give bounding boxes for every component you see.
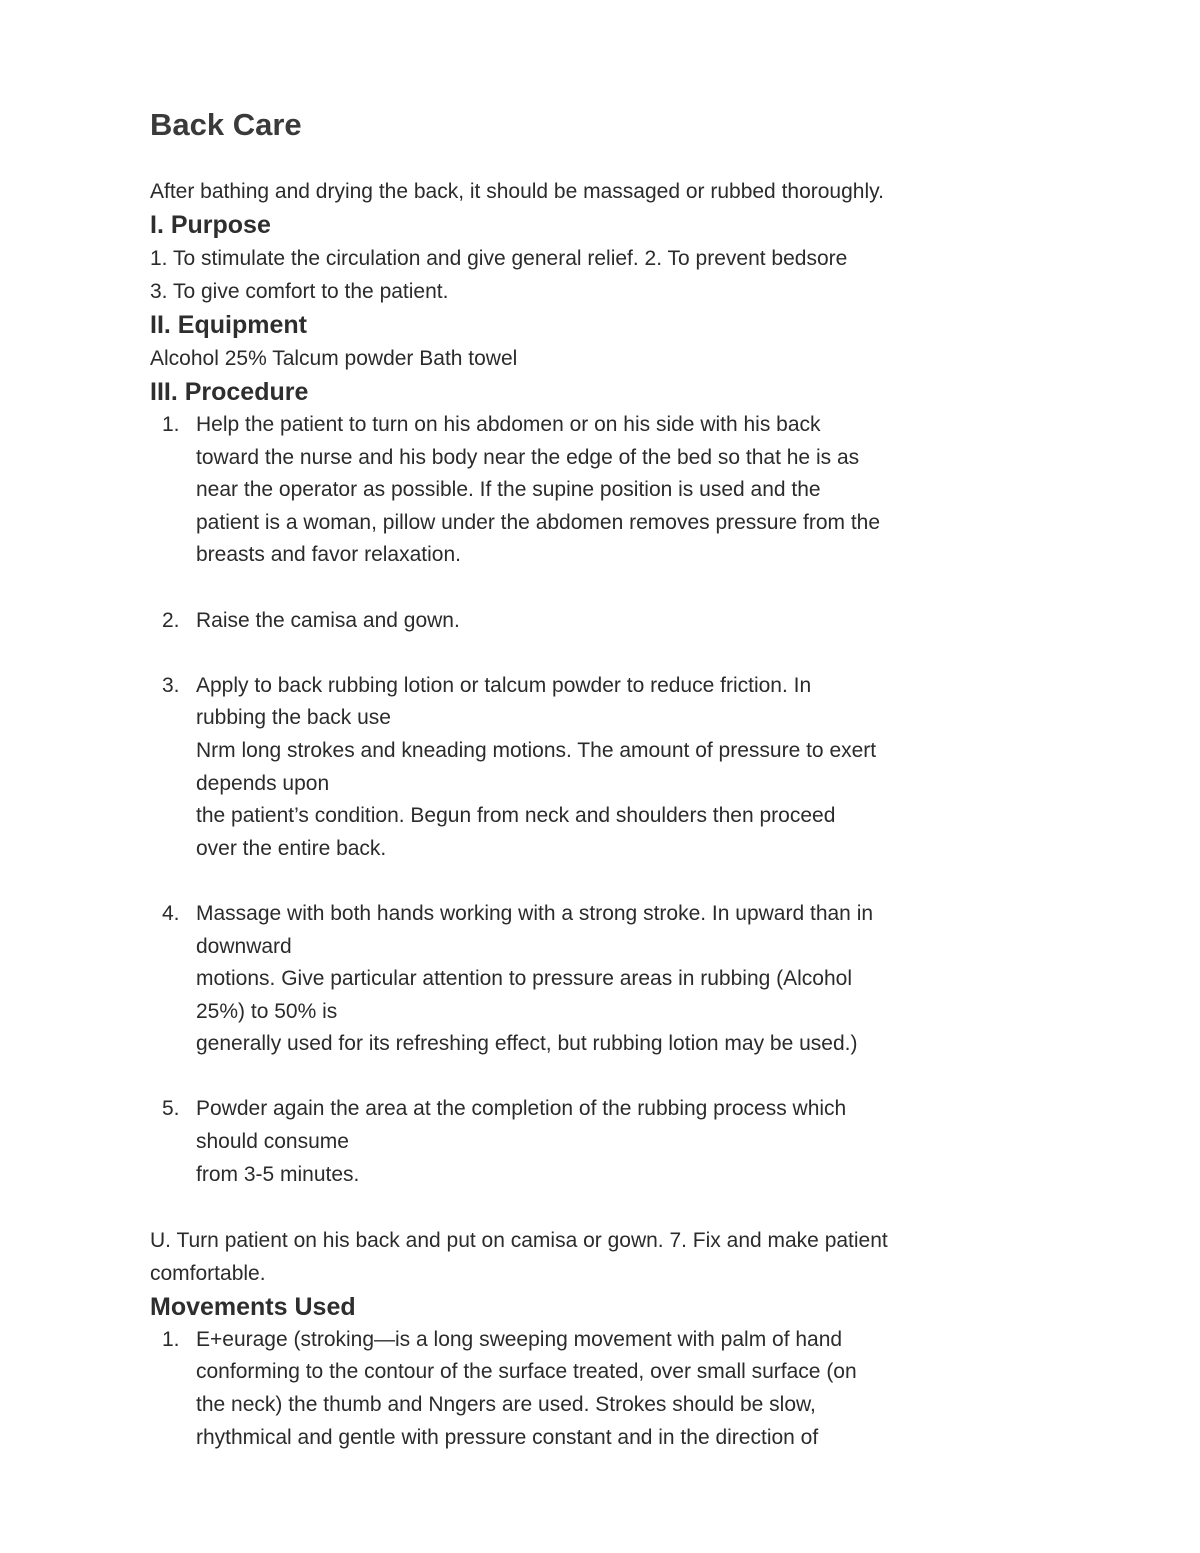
procedure-step [150, 605, 1060, 638]
step-line: breasts and favor relaxation. [196, 543, 461, 567]
purpose-line: 3. To give comfort to the patient. [150, 280, 449, 303]
procedure-closing-line: comfortable. [150, 1261, 266, 1285]
step-number: 3. [162, 673, 180, 697]
step-line: should consume [196, 1130, 349, 1154]
purpose-line: 1. To stimulate the circulation and give general relief. 2. To prevent bedsore [150, 247, 848, 270]
step-number: 5. [162, 1097, 180, 1121]
movement-line: conforming to the contour of the surface treated, over small surface (on [196, 1360, 857, 1384]
procedure-step [150, 409, 1060, 572]
spacer [150, 865, 1060, 898]
step-line: downward [196, 934, 292, 958]
spacer [150, 1061, 1060, 1094]
spacer [150, 1191, 1060, 1224]
step-line: patient is a woman, pillow under the abdomen removes pressure from the [196, 510, 881, 534]
equipment-text: Alcohol 25% Talcum powder Bath towel [150, 347, 518, 370]
spacer [150, 572, 1060, 605]
step-line: near the operator as possible. If the supine position is used and the [196, 478, 821, 502]
step-line: the patient’s condition. Begun from neck and shoulders then proceed [196, 804, 836, 828]
movements-heading: Movements Used [150, 1292, 356, 1321]
step-number: 1. [162, 413, 180, 436]
step-number: 2. [162, 608, 180, 632]
procedure-list [150, 409, 1060, 1224]
step-line: Help the patient to turn on his abdomen or on his side with his back [196, 413, 821, 436]
movements-list [150, 1324, 1060, 1454]
step-line: rubbing the back use [196, 706, 391, 730]
procedure-step [150, 1093, 1060, 1191]
procedure-closing-line: U. Turn patient on his back and put on camisa or gown. 7. Fix and make patient [150, 1228, 888, 1252]
step-line: over the entire back. [196, 836, 387, 860]
step-number: 4. [162, 901, 180, 925]
step-line: Apply to back rubbing lotion or talcum powder to reduce friction. In [196, 673, 812, 697]
procedure-heading: III. Procedure [150, 378, 309, 406]
step-line: Raise the camisa and gown. [196, 608, 460, 632]
movement-item [150, 1324, 1060, 1454]
step-line: depends upon [196, 771, 330, 795]
step-line: Nrm long strokes and kneading motions. The amount of pressure to exert [196, 738, 877, 762]
movement-line: the neck) the thumb and Nngers are used. Strokes should be slow, [196, 1393, 816, 1417]
movement-line: rhythmical and gentle with pressure constant and in the direction of [196, 1425, 819, 1449]
step-line: generally used for its refreshing effect, but rubbing lotion may be used.) [196, 1032, 858, 1056]
step-line: Massage with both hands working with a strong stroke. In upward than in [196, 901, 874, 925]
document-page [150, 105, 1060, 1454]
step-line: motions. Give particular attention to pressure areas in rubbing (Alcohol [196, 967, 853, 991]
procedure-step [150, 670, 1060, 866]
procedure-step [150, 898, 1060, 1061]
step-line: toward the nurse and his body near the edge of the bed so that he is as [196, 445, 860, 469]
step-line: from 3-5 minutes. [196, 1162, 360, 1186]
equipment-heading: II. Equipment [150, 311, 307, 339]
step-line: 25%) to 50% is [196, 999, 338, 1023]
document-title: Back Care [150, 107, 302, 142]
movement-line: E+eurage (stroking—is a long sweeping movement with palm of hand [196, 1327, 843, 1351]
movement-number: 1. [162, 1327, 180, 1351]
step-line: Powder again the area at the completion of the rubbing process which [196, 1097, 847, 1121]
purpose-heading: I. Purpose [150, 211, 271, 239]
spacer [150, 637, 1060, 670]
intro-text: After bathing and drying the back, it should be massaged or rubbed thoroughly. [150, 180, 884, 203]
